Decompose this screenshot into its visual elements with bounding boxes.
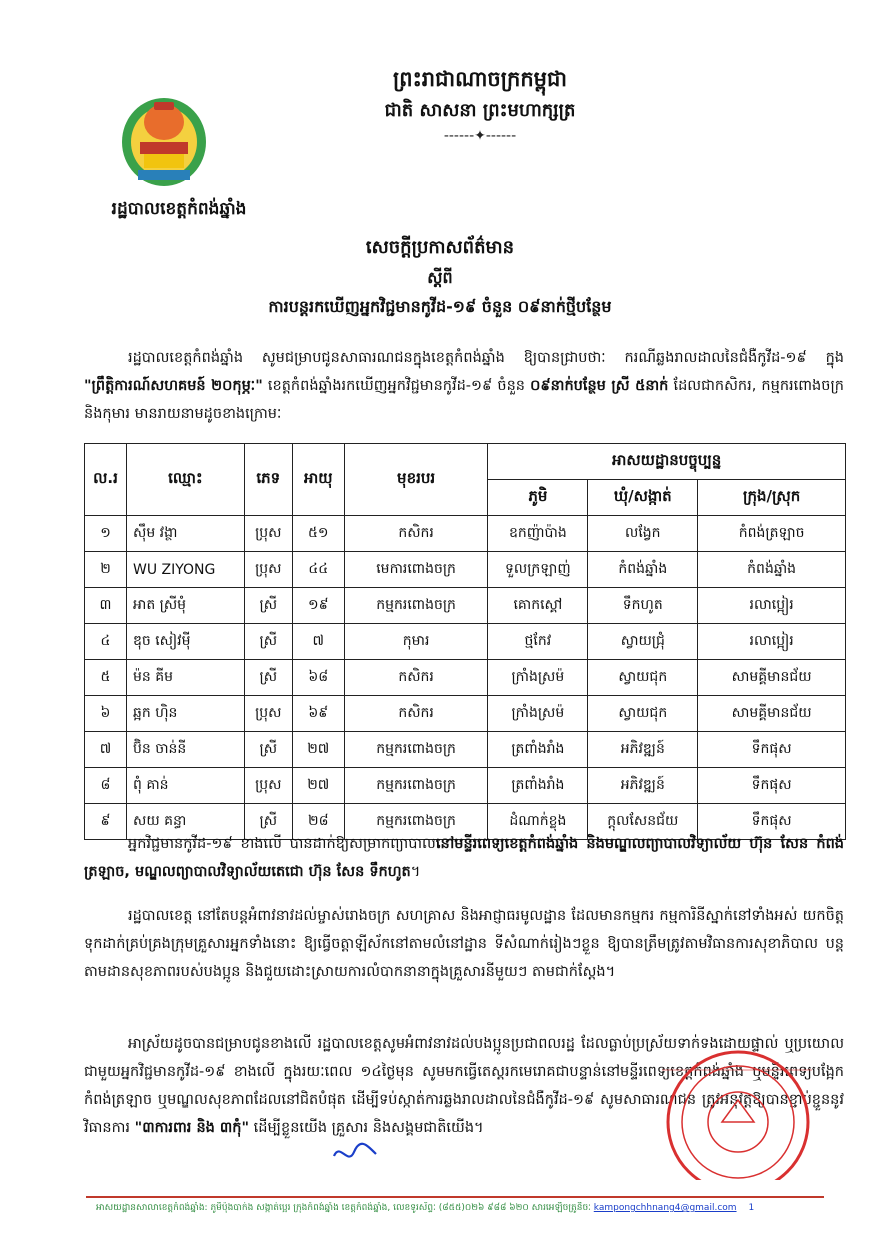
cell-no: ៤ bbox=[85, 624, 127, 660]
cell-village: ទួលក្រឡាញ់ bbox=[488, 552, 588, 588]
cell-sex: ប្រុស bbox=[244, 696, 292, 732]
cell-occupation: កម្មករពោងចក្រ bbox=[344, 588, 488, 624]
cell-commune: លង្វែក bbox=[588, 516, 698, 552]
cell-village: ក្រាំងស្រម៉ bbox=[488, 660, 588, 696]
cell-occupation: កុមារ bbox=[344, 624, 488, 660]
cell-name: សយ គន្ធា bbox=[126, 804, 244, 840]
table-row bbox=[85, 552, 846, 588]
cell-sex: ស្រី bbox=[244, 624, 292, 660]
cell-age: ១៩ bbox=[292, 588, 344, 624]
closing-measures: "៣ការពារ និង ៣កុំ" bbox=[134, 1120, 250, 1136]
provincial-logo-emblem bbox=[118, 88, 210, 188]
cell-name: ពុំ គាន់ bbox=[126, 768, 244, 804]
cell-age: ៦៨ bbox=[292, 660, 344, 696]
kingdom-header bbox=[300, 62, 660, 146]
cell-no: ៦ bbox=[85, 696, 127, 732]
table-row bbox=[85, 696, 846, 732]
cell-commune: កំពង់ឆ្នាំង bbox=[588, 552, 698, 588]
closing-text-2: ដើម្បីខ្លួនយើង គ្រួសារ និងសង្គមជាតិយើង។ bbox=[249, 1120, 484, 1136]
intro-text-1: រដ្ឋបាលខេត្តកំពង់ឆ្នាំង សូមជម្រាបជូនសាធារណជនក្នុងខេត្តកំពង់ឆ្នាំង ឱ្យបានជ្រាបថាៈ ករណីឆ្លងរាលដាលនៃជំងឺកូវីដ-១៩ ក្នុង bbox=[128, 350, 844, 366]
page-number: 1 bbox=[748, 1203, 755, 1213]
cell-village: ឧកញ៉ាប៉ាង bbox=[488, 516, 588, 552]
table-row bbox=[85, 732, 846, 768]
cell-district: ទឹកផុស bbox=[698, 732, 846, 768]
footer-email-link[interactable]: kampongchhnang4@gmail.com bbox=[593, 1203, 737, 1213]
cell-village: ត្រពាំងរាំង bbox=[488, 732, 588, 768]
cell-commune: ស្វាយជុក bbox=[588, 660, 698, 696]
cell-village: ត្រពាំងរាំង bbox=[488, 768, 588, 804]
cell-district: រលាប្អៀរ bbox=[698, 588, 846, 624]
heading-press-release: សេចក្តីប្រកាសព័ត៌មាន bbox=[365, 237, 515, 258]
cases-table bbox=[84, 443, 846, 840]
treatment-locations: នៅមន្ទីរពេទ្យខេត្តកំពង់ឆ្នាំង និងមណ្ឌលព្យាបាលវិទ្យាល័យ ហ៊ុន សែន កំពង់ត្រឡាច, មណ្ឌលព្យាបាលវិទ្យាល័យតេជោ ហ៊ុន សែន ទឹកហូត bbox=[84, 836, 844, 880]
cell-no: ៥ bbox=[85, 660, 127, 696]
cell-sex: ស្រី bbox=[244, 732, 292, 768]
cell-no: ៣ bbox=[85, 588, 127, 624]
cell-village: ថ្មកែវ bbox=[488, 624, 588, 660]
cell-name: ប៊ិន ចាន់នី bbox=[126, 732, 244, 768]
cell-village: គោកស្គៅ bbox=[488, 588, 588, 624]
cell-occupation: កម្មករពោងចក្រ bbox=[344, 804, 488, 840]
cell-district: កំពង់ឆ្នាំង bbox=[698, 552, 846, 588]
cell-district: កំពង់ត្រឡាច bbox=[698, 516, 846, 552]
col-header-district: ក្រុង/ស្រុក bbox=[698, 480, 846, 516]
cell-sex: ស្រី bbox=[244, 588, 292, 624]
col-header-no: ល.រ bbox=[85, 444, 127, 516]
national-motto: ជាតិ សាសនា ព្រះមហាក្សត្រ bbox=[384, 100, 576, 121]
cases-table-body bbox=[85, 516, 846, 840]
cell-name: ម៉ន គីម bbox=[126, 660, 244, 696]
cell-sex: ស្រី bbox=[244, 804, 292, 840]
kingdom-title: ព្រះរាជាណាចក្រកម្ពុជា bbox=[392, 67, 567, 91]
cell-occupation: កសិករ bbox=[344, 696, 488, 732]
cell-district: ទឹកផុស bbox=[698, 768, 846, 804]
cell-district: សាមគ្គីមានជ័យ bbox=[698, 660, 846, 696]
col-header-name: ឈ្មោះ bbox=[126, 444, 244, 516]
cell-district: រលាប្អៀរ bbox=[698, 624, 846, 660]
cell-no: ៧ bbox=[85, 732, 127, 768]
cell-sex: ប្រុស bbox=[244, 768, 292, 804]
treatment-text-2: ។ bbox=[410, 864, 421, 880]
cell-occupation: មេការពោងចក្រ bbox=[344, 552, 488, 588]
signature-mark bbox=[330, 1138, 380, 1168]
appeal-paragraph: រដ្ឋបាលខេត្ត នៅតែបន្តអំពាវនាវដល់ម្ចាស់រោងចក្រ សហគ្រាស និងអាជ្ញាធរមូលដ្ឋាន ដែលមានកម្មករ កម្មការិនីស្នាក់នៅទាំងអស់ យកចិត្តទុកដាក់គ្រប់គ្រងក្រុមគ្រួសារអ្នកទាំងនោះ ឱ្យធ្វើចត្តាឡីស័កនៅតាមលំនៅដ្ឋាន ទីសំណាក់រៀងៗខ្លួន ឱ្យបានត្រឹមត្រូវតាមវិធានការសុខាភិបាល បន្តតាមដានសុខភាពរបស់បងប្អូន និងជួយដោះស្រាយការលំបាកនានាក្នុងគ្រួសារនីមួយៗ តាមជាក់ស្តែង។ bbox=[84, 908, 844, 980]
closing-text-1: អាស្រ័យដូចបានជម្រាបជូនខាងលើ រដ្ឋបាលខេត្តសូមអំពាវនាវដល់បងប្អូនប្រជាពលរដ្ឋ ដែលធ្លាប់ប្រស្រ័យទាក់ទងដោយផ្ទាល់ ឬប្រយោលជាមួយអ្នកវិជ្ជមានកូវីដ-១៩ ខាងលើ ក្នុងរយៈពេល ១៤ថ្ងៃមុន សូមមកធ្វើតេស្តរកមេរោគជាបន្ទាន់នៅមន្ទីរពេទ្យខេត្តកំពង់ឆ្នាំង ឬមន្ទីរពេទ្យបង្អែកកំពង់ត្រឡាច ឬមណ្ឌលសុខភាពដែលនៅជិតបំផុត ដើម្បីទប់ស្កាត់ការឆ្លងរាលដាលនៃជំងឺកូវីដ-១៩ សូមសាធារណជន ត្រូវអនុវត្តឱ្យបានខ្ជាប់ខ្ជួននូវវិធានការ bbox=[84, 1036, 844, 1136]
cell-commune: ស្វាយជ្រុំ bbox=[588, 624, 698, 660]
treatment-paragraph bbox=[84, 830, 844, 886]
document-heading bbox=[120, 232, 760, 322]
col-header-sex: ភេទ bbox=[244, 444, 292, 516]
cell-age: ៦៩ bbox=[292, 696, 344, 732]
cell-age: ២៧ bbox=[292, 732, 344, 768]
cell-no: ៨ bbox=[85, 768, 127, 804]
col-header-village: ភូមិ bbox=[488, 480, 588, 516]
heading-subject: ការបន្តរកឃើញអ្នកវិជ្ជមានកូវីដ-១៩ ចំនួន ០៩នាក់ថ្មីបន្ថែម bbox=[268, 297, 612, 316]
table-row bbox=[85, 516, 846, 552]
cell-sex: ប្រុស bbox=[244, 552, 292, 588]
col-header-commune: ឃុំ/សង្កាត់ bbox=[588, 480, 698, 516]
col-header-address: អាសយដ្ឋានបច្ចុប្បន្ន bbox=[488, 444, 846, 480]
intro-paragraph bbox=[84, 344, 844, 428]
cell-age: ២៧ bbox=[292, 768, 344, 804]
cell-commune: អភិវឌ្ឍន៍ bbox=[588, 768, 698, 804]
intro-text-2: ខេត្តកំពង់ឆ្នាំងរកឃើញអ្នកវិជ្ជមានកូវីដ-១៩ ចំនួន bbox=[262, 378, 531, 394]
intro-case-count: ០៩នាក់បន្ថែម ស្រី ៥នាក់ bbox=[530, 378, 669, 394]
intro-text-3: ដែលជាកសិករ, កម្មករពោងចក្រ និងកុមារ មានរាយនាមដូចខាងក្រោមៈ bbox=[84, 378, 844, 422]
cell-village: ក្រាំងស្រម៉ bbox=[488, 696, 588, 732]
cell-no: ២ bbox=[85, 552, 127, 588]
cell-district: ទឹកផុស bbox=[698, 804, 846, 840]
cell-name: ឌុច សៀវម៉ី bbox=[126, 624, 244, 660]
cell-name: ឆ្អក ហ៊ិន bbox=[126, 696, 244, 732]
cell-sex: ស្រី bbox=[244, 660, 292, 696]
footer bbox=[96, 1202, 846, 1215]
col-header-occupation: មុខរបរ bbox=[344, 444, 488, 516]
table-row bbox=[85, 660, 846, 696]
official-seal-stamp bbox=[642, 1030, 822, 1180]
cell-age: ២៨ bbox=[292, 804, 344, 840]
cell-occupation: កសិករ bbox=[344, 516, 488, 552]
cell-village: ដំណាក់ខ្លុង bbox=[488, 804, 588, 840]
footer-address: អាសយដ្ឋានសាលាខេត្តកំពង់ឆ្នាំង: ភូមិប៉ុងបាក់ង ​សង្កាត់ប្អេរ ក្រុងកំពង់ឆ្នាំង ខេត្តកំពង់ឆ្នាំង, លេខទូរស័ព្ទៈ (៨៥៥)០២៦ ៩៨៨ ៦២០ សារអេឡិចត្រូនិចៈ bbox=[96, 1203, 594, 1213]
cell-district: សាមគ្គីមានជ័យ bbox=[698, 696, 846, 732]
header-ornament: ------✦------ bbox=[443, 128, 517, 144]
cell-commune: ទឹកហូត bbox=[588, 588, 698, 624]
heading-regarding: ស្តីពី bbox=[427, 268, 453, 287]
cell-sex: ប្រុស bbox=[244, 516, 292, 552]
cell-age: ៤៤ bbox=[292, 552, 344, 588]
table-row bbox=[85, 768, 846, 804]
cell-no: ៩ bbox=[85, 804, 127, 840]
footer-rule bbox=[86, 1196, 824, 1198]
table-row bbox=[85, 624, 846, 660]
cell-age: ៧ bbox=[292, 624, 344, 660]
table-row bbox=[85, 588, 846, 624]
cell-occupation: កម្មករពោងចក្រ bbox=[344, 768, 488, 804]
cell-commune: ក្តុលសែនជ័យ bbox=[588, 804, 698, 840]
intro-event-name: "ព្រឹត្តិការណ៍សហគមន៍ ២០កុម្ភៈ" bbox=[84, 378, 263, 394]
treatment-text-1: អ្នកវិជ្ជមានកូវីដ-១៩ ខាងលើ បានដាក់ឱ្យសម្រាកព្យាបាល bbox=[128, 836, 436, 852]
cell-name: WU ZIYONG bbox=[126, 552, 244, 588]
cell-commune: ស្វាយជុក bbox=[588, 696, 698, 732]
cell-commune: អភិវឌ្ឍន៍ bbox=[588, 732, 698, 768]
cell-occupation: កម្មករពោងចក្រ bbox=[344, 732, 488, 768]
ministry-name: រដ្ឋបាលខេត្តកំពង់ឆ្នាំង bbox=[111, 199, 247, 219]
cell-occupation: កសិករ bbox=[344, 660, 488, 696]
cell-age: ៥១ bbox=[292, 516, 344, 552]
cell-name: ស៊ឹម វង្ថា bbox=[126, 516, 244, 552]
cell-no: ១ bbox=[85, 516, 127, 552]
cell-name: អាត ស្រីមុំ bbox=[126, 588, 244, 624]
col-header-age: អាយុ bbox=[292, 444, 344, 516]
